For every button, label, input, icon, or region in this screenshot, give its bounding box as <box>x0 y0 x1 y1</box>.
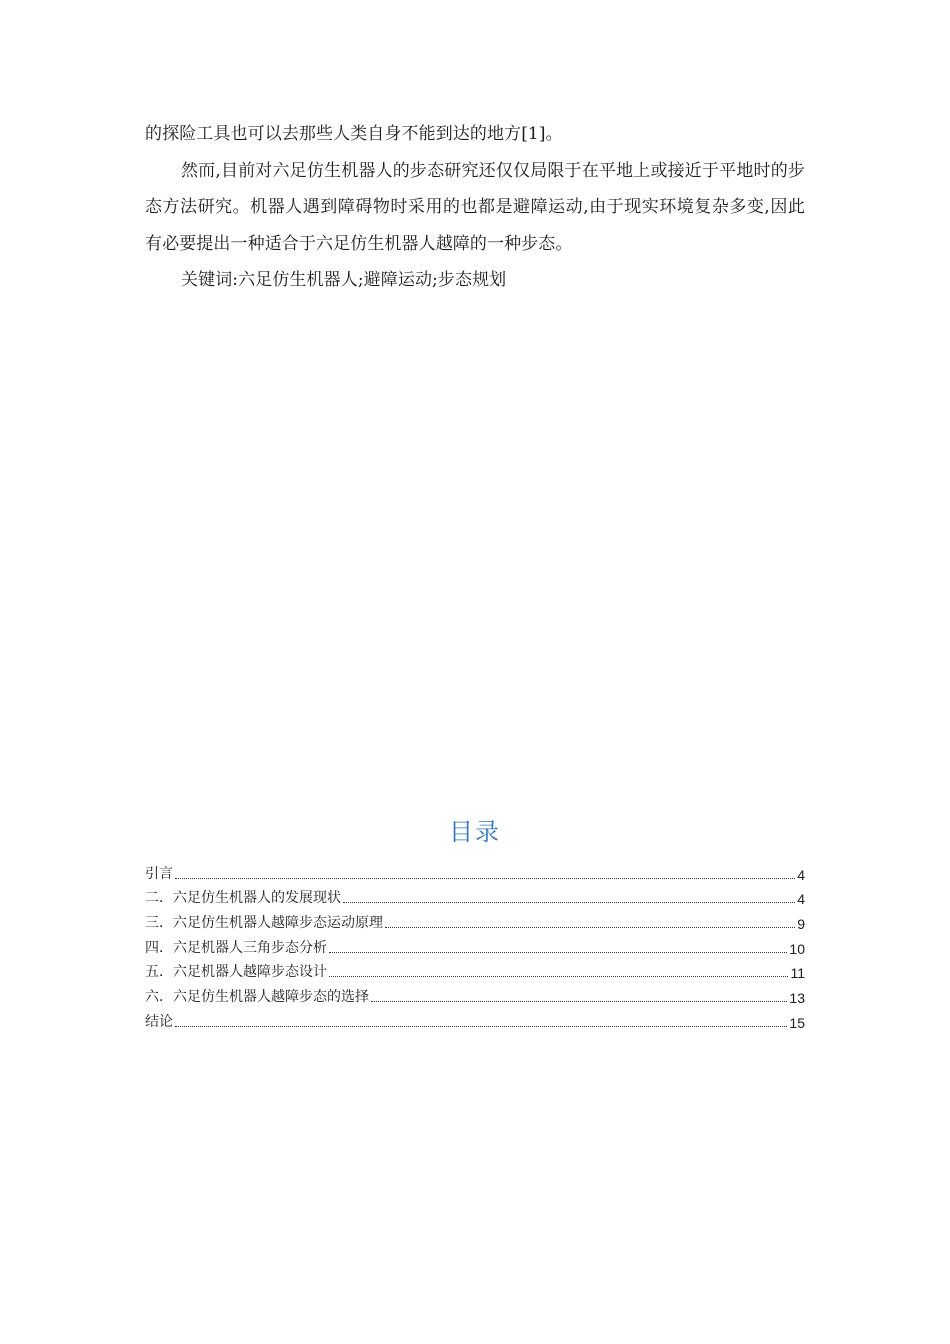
paragraph-gait-research: 然而,目前对六足仿生机器人的步态研究还仅仅局限于在平地上或接近于平地时的步态方法研究。机器人遇到障碍物时采用的也都是避障运动,由于现实环境复杂多变,因此有必要提出一种适合于六足仿生机器人越障的一种步态。 <box>145 160 805 254</box>
toc-entry-page: 13 <box>789 990 805 1007</box>
toc-entry-page: 4 <box>797 866 805 883</box>
toc-entry-page: 15 <box>789 1014 805 1031</box>
toc-leader-dots <box>329 952 787 953</box>
toc-leader-dots <box>385 927 795 928</box>
toc-entry-gait-selection[interactable] <box>145 981 805 1006</box>
toc-entry-gait-principle[interactable] <box>145 907 805 932</box>
table-of-contents <box>145 812 805 1031</box>
toc-entry-label: 六．六足仿生机器人越障步态的选择 <box>145 989 369 1006</box>
toc-leader-dots <box>343 902 795 903</box>
toc-leader-dots <box>175 878 795 879</box>
toc-entry-label: 四．六足机器人三角步态分析 <box>145 939 327 956</box>
toc-entry-page: 4 <box>797 891 805 908</box>
toc-entry-label: 二．六足仿生机器人的发展现状 <box>145 890 341 907</box>
toc-leader-dots <box>329 976 788 977</box>
toc-entry-introduction[interactable] <box>145 858 805 883</box>
paragraph-continuation: 的探险工具也可以去那些人类自身不能到达的地方[1]。 <box>145 124 563 144</box>
toc-entry-tripod-gait[interactable] <box>145 932 805 957</box>
toc-entry-label: 引言 <box>145 865 173 882</box>
toc-leader-dots <box>175 1026 787 1027</box>
keywords-line: 关键词:六足仿生机器人;避障运动;步态规划 <box>181 270 507 290</box>
toc-entry-page: 10 <box>789 940 805 957</box>
toc-entry-label: 五．六足机器人越障步态设计 <box>145 964 327 981</box>
toc-entry-conclusion[interactable] <box>145 1006 805 1031</box>
toc-entry-page: 9 <box>797 916 805 933</box>
toc-entry-page: 11 <box>790 965 805 982</box>
toc-title: 目录 <box>449 818 501 846</box>
toc-entry-label: 结论 <box>145 1013 173 1030</box>
toc-entry-label: 三．六足仿生机器人越障步态运动原理 <box>145 915 383 932</box>
toc-entry-gait-design[interactable] <box>145 957 805 982</box>
toc-leader-dots <box>371 1001 787 1002</box>
body-text <box>145 116 805 299</box>
toc-entry-development-status[interactable] <box>145 883 805 908</box>
